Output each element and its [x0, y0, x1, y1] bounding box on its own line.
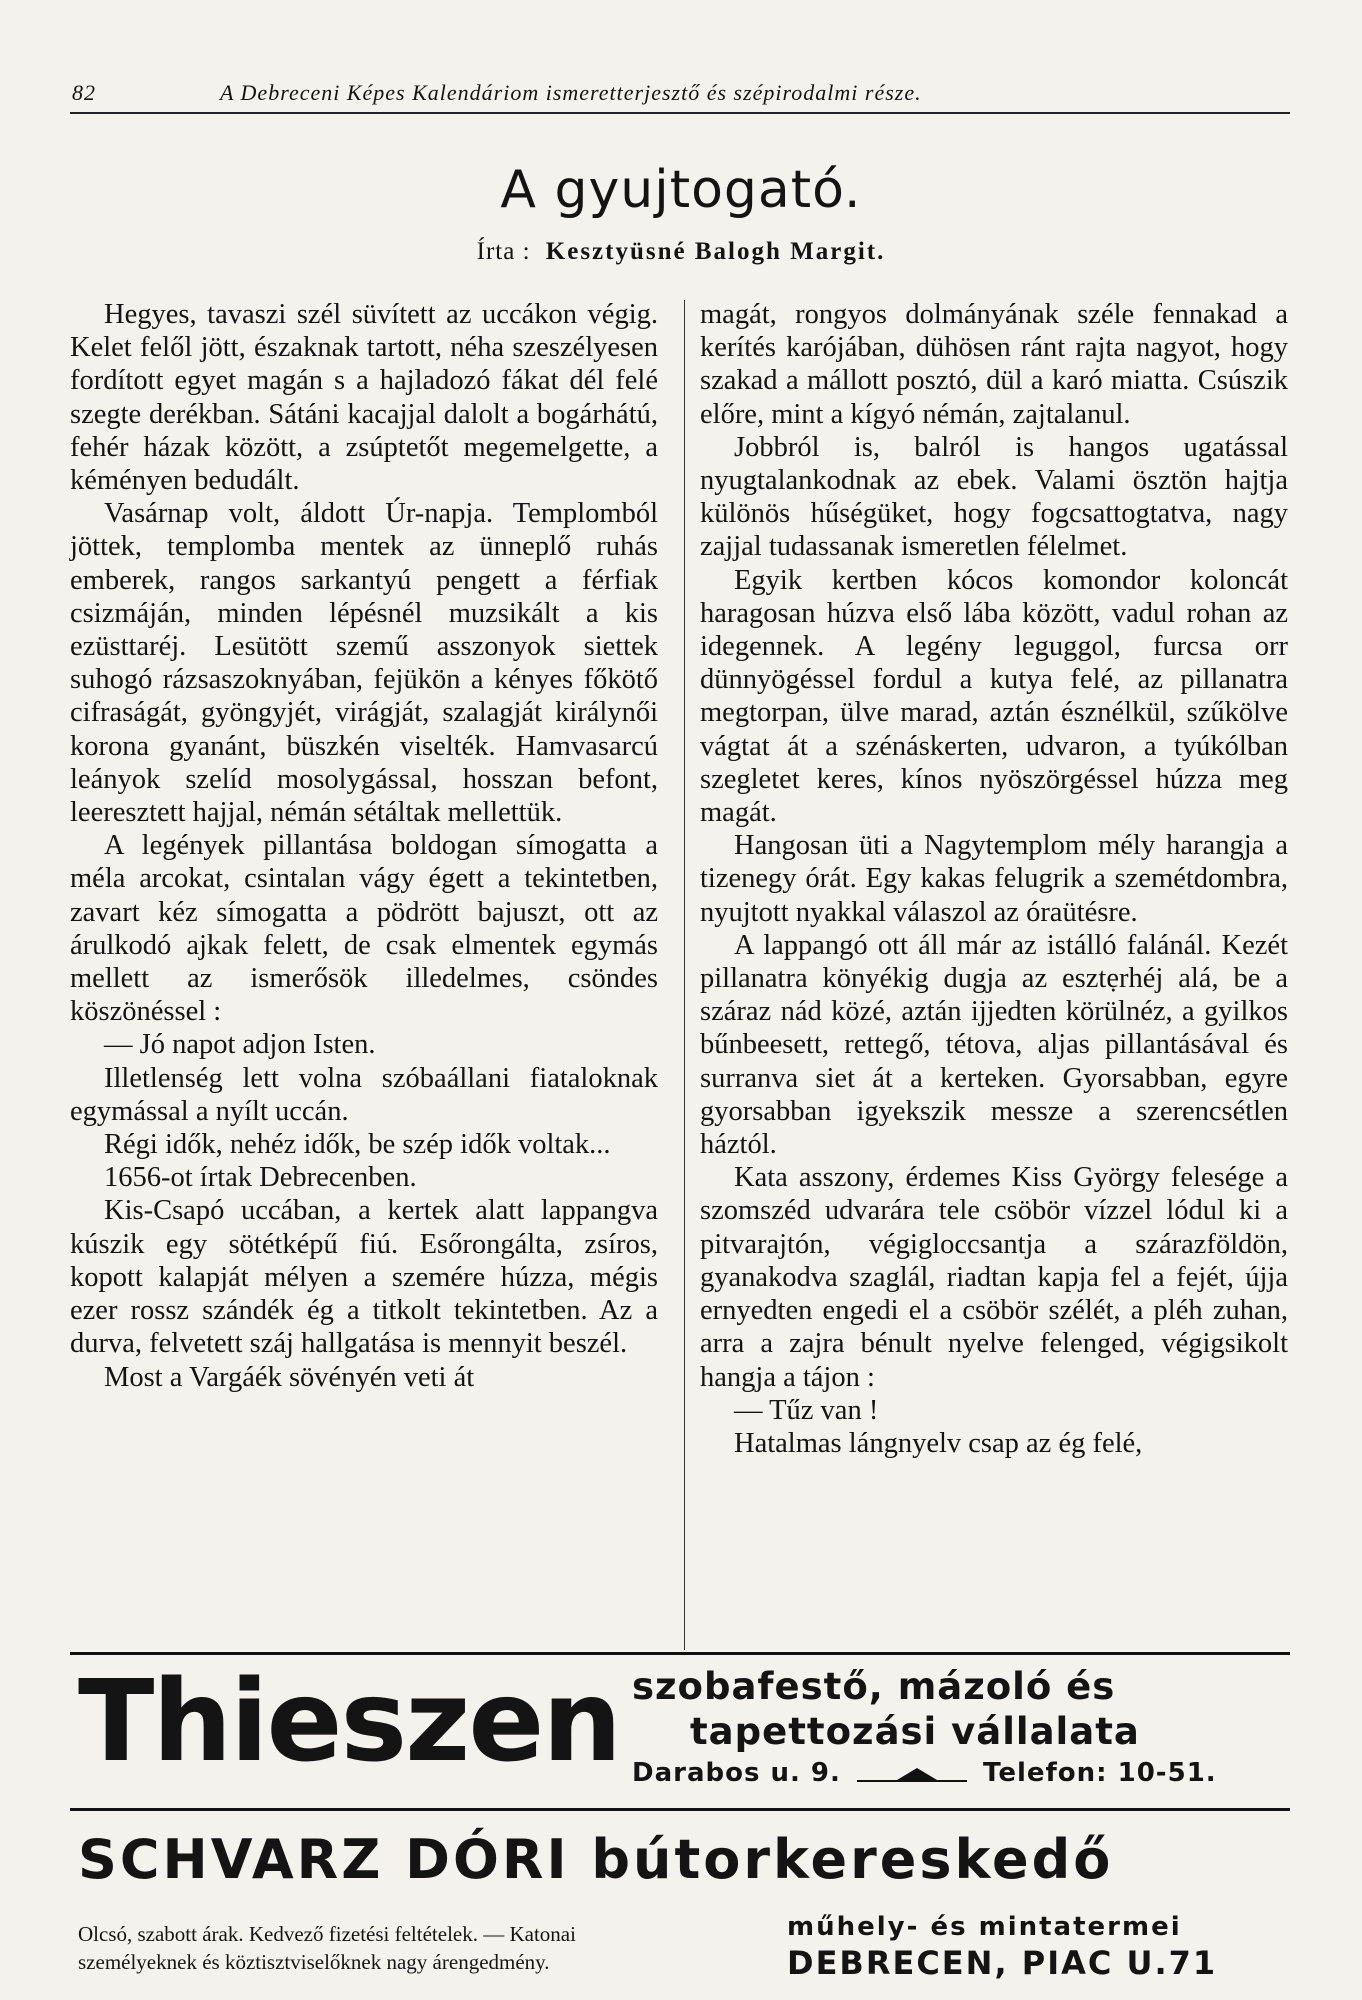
- ad-thieszen-phone: Telefon: 10-51.: [983, 1758, 1217, 1788]
- byline: [0, 238, 1362, 266]
- paragraph: magát, rongyos dolmányának széle fennakad a kerítés karójában, dühösen ránt rajta nagyot, hogy szakad a mállott posztó, dül a karó miatta. Csúszik előre, mint a kígyó némán, zajtalanul.: [700, 299, 1288, 430]
- paragraph: Kis-Csapó uccában, a kertek alatt lappangva kúszik egy sötétképű fiú. Esőrongálta, zsíros, kopott kalapját mélyen a szemére húzza, mégis ezer rossz szándék ég a titkolt tekintetben. Az a durva, felvetett száj hallgatása is mennyit beszél.: [70, 1195, 658, 1360]
- paragraph: Jobbról is, balról is hangos ugatással nyugtalankodnak az ebek. Valami ösztön hajtja különös hűségüket, hogy fogcsattogtatva, nagy zajjal tudassanak ismeretlen félelmet.: [700, 431, 1288, 563]
- ad-schvarz-workshop: műhely- és mintatermei: [787, 1912, 1182, 1942]
- ad-schvarz-terms: [78, 1920, 778, 1976]
- paragraph: Hegyes, tavaszi szél süvített az uccákon végig. Kelet felől jött, északnak tartott, néha szeszélyesen fordított egyet magán s a hajladozó fákat dél felé szegte derékban. Sátáni kacajjal dalolt a bogárhátú, fehér házak között, a zsúptetőt megemelgette, a kéményen bedudált.: [70, 299, 658, 497]
- paragraph: 1656-ot írtak Debrecenben.: [104, 1162, 417, 1194]
- right-column: [700, 298, 1288, 1460]
- ad-schvarz-address: DEBRECEN, PIAC U.71: [787, 1944, 1218, 1982]
- ad-thieszen-line1: szobafestő, mázoló és: [632, 1665, 1116, 1708]
- column-divider: [684, 300, 685, 1650]
- ad-schvarz-terms-line1: Olcsó, szabott árak. Kedvező fizetési feltételek. — Katonai: [78, 1922, 576, 1946]
- ad-schvarz-terms-line2: személyeknek és köztisztviselőknek nagy árengedmény.: [78, 1950, 550, 1974]
- ad-divider-middle: [70, 1808, 1290, 1811]
- paragraph: Vasárnap volt, áldott Úr-napja. Templomból jöttek, templomba mentek az ünneplő ruhás emberek, rangos sarkantyú pengett a férfiak csizmáján, minden lépésnél muzsikált a kis ezüsttaréj. Lesütött szemű asszonyok siettek suhogó rázsaszoknyában, fejükön a kényes főkötő cifraságát, gyöngyjét, virágját, szalagját királynői korona gyanánt, büszkén viselték. Hamvasarcú leányok szelíd mosolygással, hosszan befont, leeresztett hajjal, némán sétáltak mellettük.: [70, 498, 658, 829]
- paragraph: Régi idők, nehéz idők, be szép idők voltak...: [104, 1129, 611, 1161]
- running-header: [70, 80, 1290, 114]
- article-title: A gyujtogató.: [500, 160, 862, 220]
- ad-schvarz-name: SCHVARZ DÓRI bútorkereskedő: [78, 1828, 1114, 1891]
- paragraph: — Jó napot adjon Isten.: [104, 1029, 376, 1061]
- paragraph: Hangosan üti a Nagytemplom mély harangja a tizenegy órát. Egy kakas felugrik a szemétdombra, nyujtott nyakkal válaszol az óraütésre.: [700, 830, 1288, 928]
- paragraph: Hatalmas lángnyelv csap az ég felé,: [734, 1427, 1143, 1459]
- ad-divider-top: [70, 1652, 1290, 1655]
- page-number: 82: [72, 80, 96, 105]
- paragraph: Kata asszony, érdemes Kiss György felesége a szomszéd udvarára tele csöbör vízzel lódul ki a pitvarajtón, végigloccsantja a szárazföldön, gyanakodva szaglál, riadtan kapja fel a fejét, újja ernyedten engedi el a csöbör szélét, a pléh zuhan, arra a zajra bénult nyelve felenged, végigsikolt hangja a tájon :: [700, 1162, 1288, 1393]
- author-name: Kesztyüsné Balogh Margit.: [545, 238, 886, 265]
- paragraph: — Tűz van !: [734, 1394, 879, 1426]
- ad-thieszen-name: Thieszen: [78, 1657, 621, 1787]
- ad-thieszen-address: Darabos u. 9.: [632, 1758, 841, 1788]
- byline-prefix: Írta :: [476, 238, 531, 265]
- paragraph: Illetlenség lett volna szóbaállani fiataloknak egymással a nyílt uccán.: [70, 1062, 658, 1127]
- left-column: [70, 298, 658, 1394]
- paragraph: Most a Vargáék sövényén veti át: [104, 1361, 475, 1393]
- arrow-icon: [857, 1759, 967, 1789]
- ad-thieszen-line2: tapettozási vállalata: [690, 1710, 1140, 1753]
- running-title: A Debreceni Képes Kalendáriom ismeretterjesztő és szépirodalmi része.: [220, 80, 922, 105]
- paragraph: A legények pillantása boldogan símogatta a méla arcokat, csintalan vágy égett a tekintetben, zavart kéz símogatta a pödrött bajuszt, ott az árulkodó ajkak felett, de csak elmentek egymás mellett az ismerősök illedelmes, csöndes köszönéssel :: [70, 830, 658, 1028]
- paragraph: Egyik kertben kócos komondor koloncát haragosan húzva első lába között, vadul rohan az idegennek. A legény leguggol, furcsa orr dünnyögéssel fordul a kutya felé, az pillanatra megtorpan, ülve marad, aztán észnélkül, szűkölve vágtat át a szénáskerten, udvaron, a tyúkólban szegletet keres, kínos nyöszörgéssel húzza meg magát.: [700, 564, 1288, 829]
- ad-thieszen-contact: [632, 1758, 1217, 1789]
- paragraph: A lappangó ott áll már az istálló falánál. Kezét pillanatra könyékig dugja az esztẹrhéj alá, be a száraz nád közé, aztán ijjedten körülnéz, a gyilkos bűnbeesett, rettegő, tétova, aljas pillantásával és surranva siet át a kerteken. Gyorsabban, egyre gyorsabban igyekszik messze a szerencsétlen háztól.: [700, 929, 1288, 1161]
